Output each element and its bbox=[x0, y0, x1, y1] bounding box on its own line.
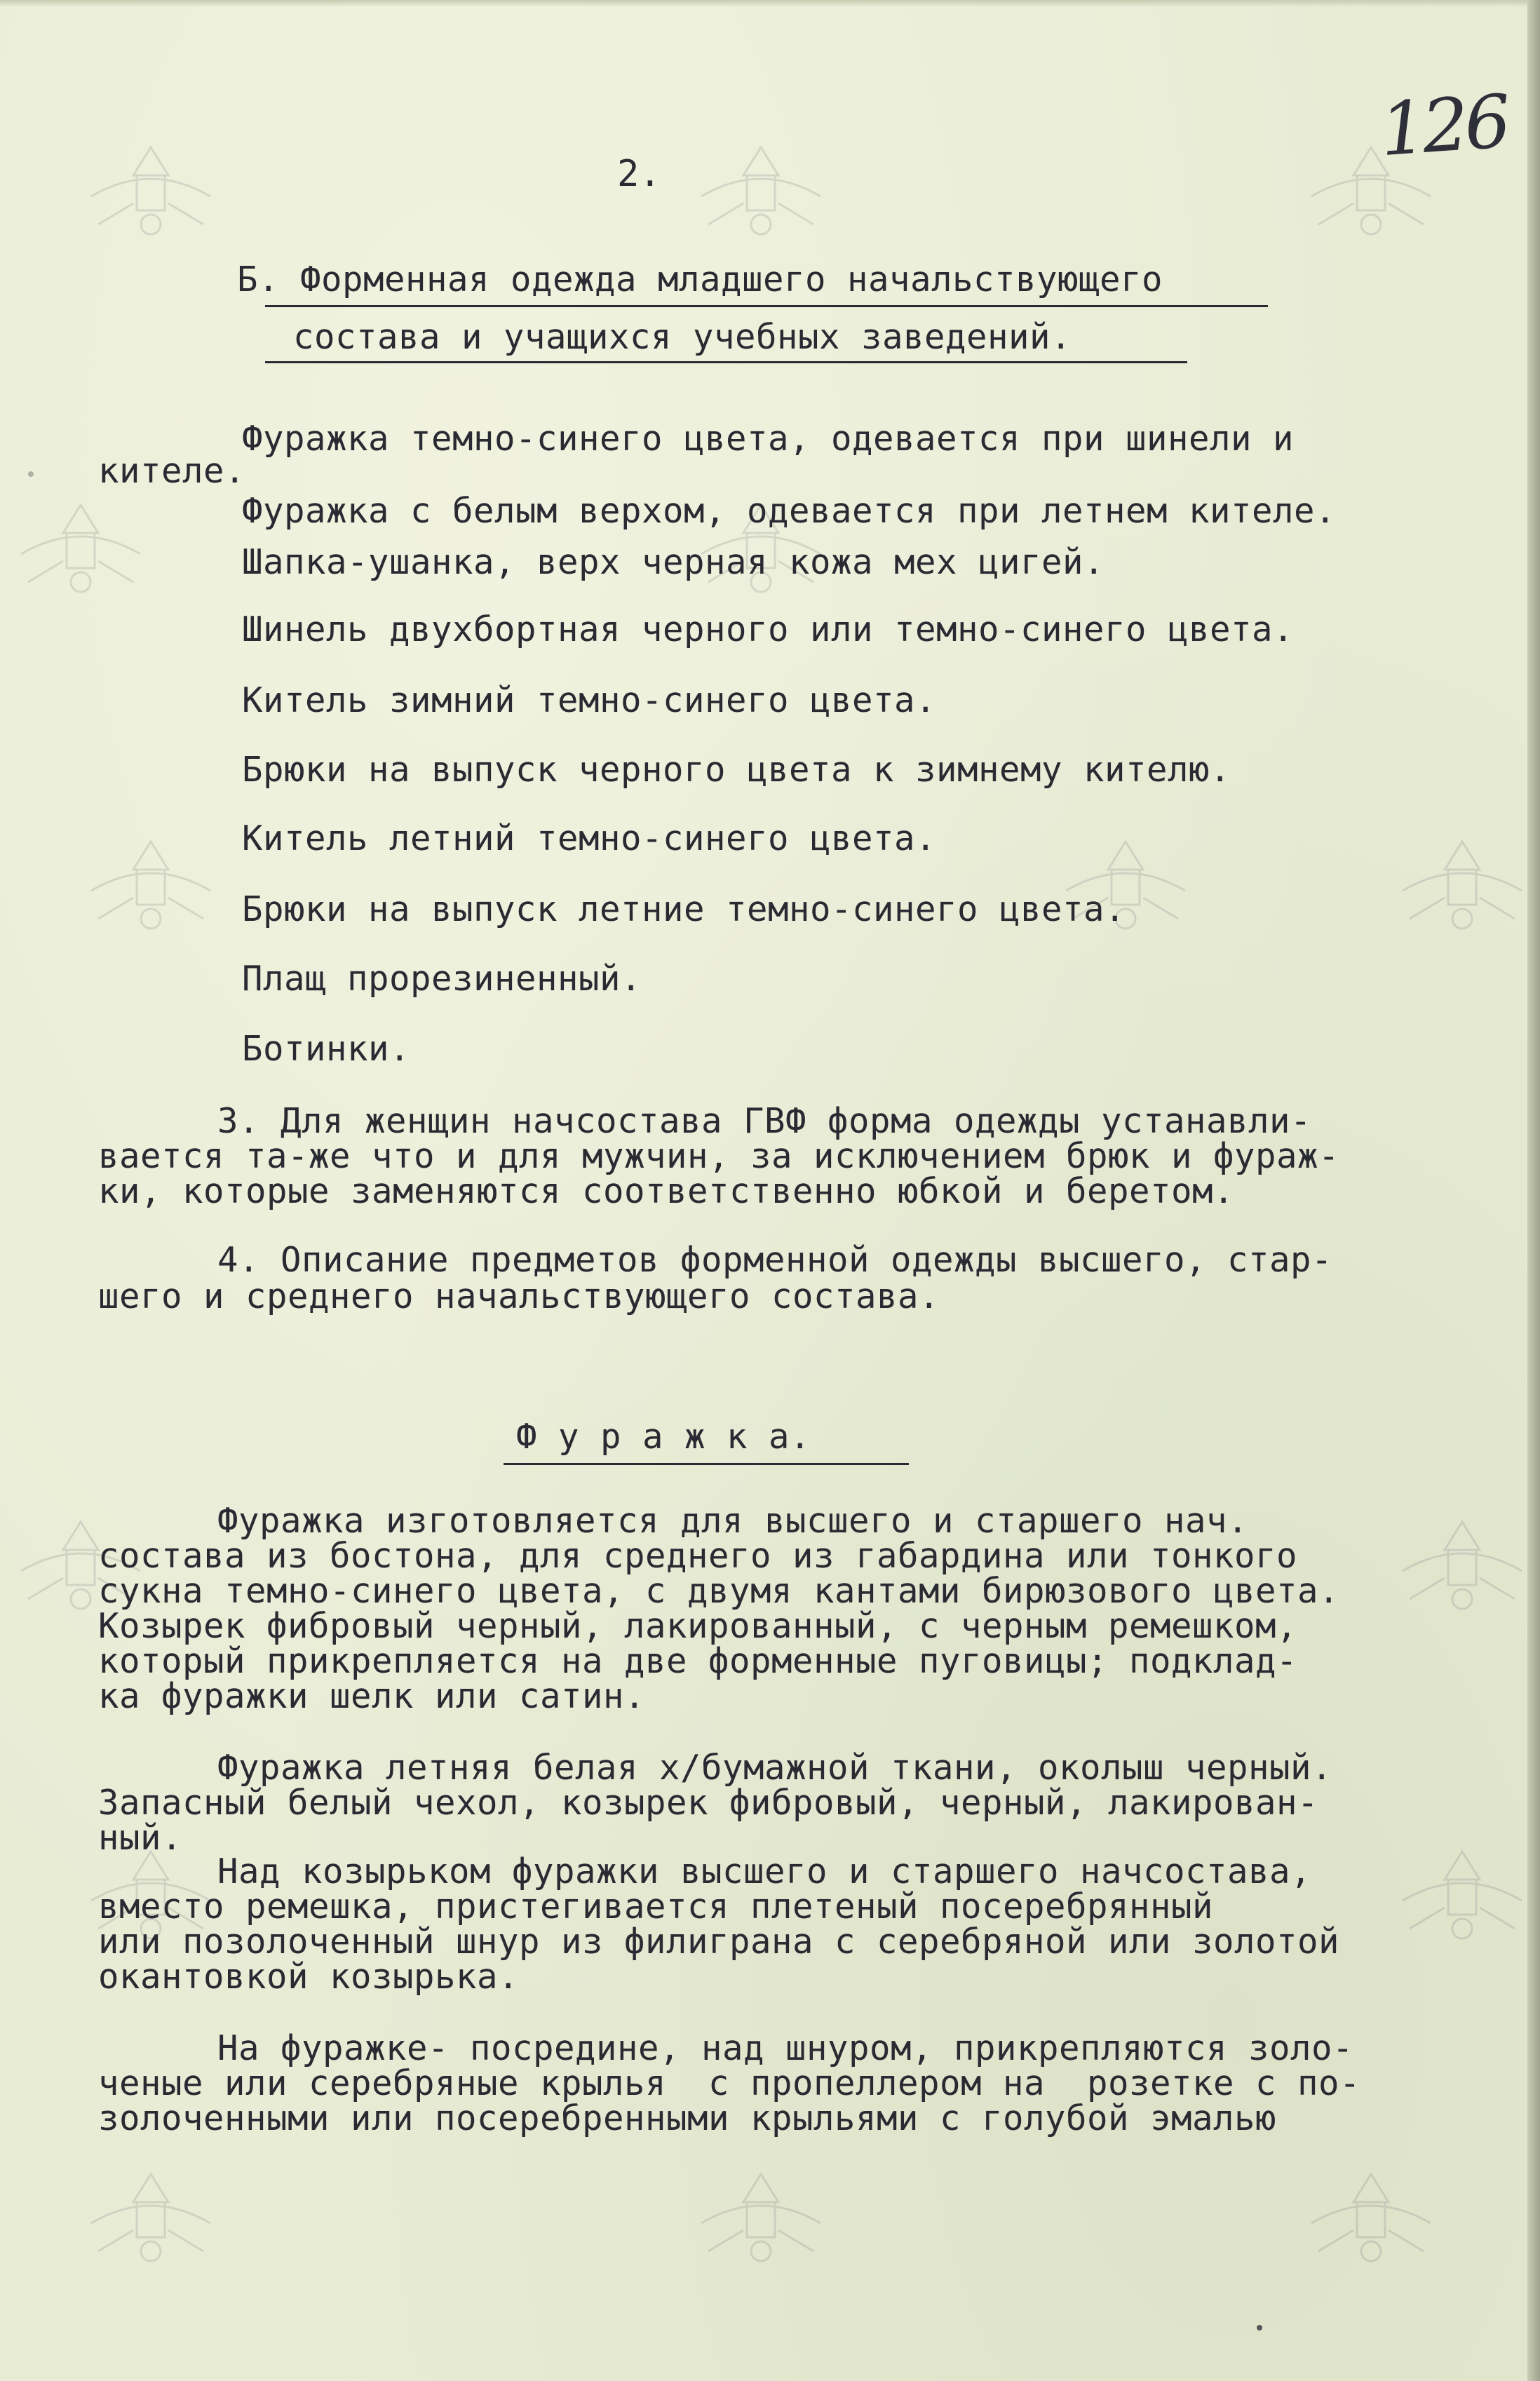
cap-para-4-line: На фуражке- посредине, над шнуром, прикрепляются золо- bbox=[217, 2028, 1354, 2068]
cap-para-2-line: Фуражка летняя белая х/бумажной ткани, околыш черный. bbox=[217, 1748, 1333, 1788]
paper-edge-right bbox=[1527, 0, 1540, 2381]
watermark-emblem-icon bbox=[77, 828, 224, 947]
item-line: Шапка-ушанка, верх черная кожа мех цигей. bbox=[242, 542, 1105, 582]
cap-section-title-underline bbox=[504, 1463, 909, 1465]
item-line: Ботинки. bbox=[242, 1029, 411, 1069]
cap-para-3-line: окантовкой козырька. bbox=[98, 1957, 520, 1997]
paper-speck bbox=[1257, 2325, 1262, 2331]
paragraph-3-line: 3. Для женщин начсостава ГВФ форма одежды устанавли- bbox=[217, 1101, 1312, 1141]
section-b-title-line-1 bbox=[237, 259, 1163, 300]
cap-para-4-line: золоченными или посеребренными крыльями с голубой эмалью bbox=[98, 2098, 1277, 2138]
item-line: Китель летний темно-синего цвета. bbox=[242, 818, 937, 858]
watermark-emblem-icon bbox=[1297, 2160, 1445, 2279]
watermark-emblem-icon bbox=[77, 2160, 224, 2279]
item-line: Шинель двухбортная черного или темно-синего цвета. bbox=[242, 609, 1295, 649]
item-line: Фуражка темно-синего цвета, одевается при шинели и bbox=[242, 419, 1295, 459]
item-line: Плащ прорезиненный. bbox=[242, 959, 642, 999]
watermark-emblem-icon bbox=[7, 491, 154, 610]
paper-speck bbox=[28, 471, 34, 477]
paragraph-4-line: 4. Описание предметов форменной одежды высшего, стар- bbox=[217, 1240, 1333, 1280]
watermark-emblem-icon bbox=[77, 133, 224, 252]
cap-para-1-line: Фуражка изготовляется для высшего и старшего нач. bbox=[217, 1501, 1249, 1541]
cap-para-2-line: Запасный белый чехол, козырек фибровый, черный, лакирован- bbox=[98, 1783, 1319, 1823]
item-line: Брюки на выпуск черного цвета к зимнему кителю. bbox=[242, 750, 1231, 790]
cap-para-4-line: ченые или серебряные крылья с пропеллером на розетке с по- bbox=[98, 2063, 1361, 2103]
watermark-emblem-icon bbox=[1389, 828, 1536, 947]
item-line: кителе. bbox=[98, 451, 246, 491]
cap-para-1-line: состава из бостона, для среднего из габардина или тонкого bbox=[98, 1536, 1298, 1576]
handwritten-folio-number: 126 bbox=[1377, 78, 1510, 173]
cap-section-title: Ф у р а ж к а. bbox=[516, 1417, 811, 1457]
cap-para-3-line: или позолоченный шнур из филиграна с серебряной или золотой bbox=[98, 1922, 1340, 1962]
item-line: Брюки на выпуск летние темно-синего цвета. bbox=[242, 889, 1126, 929]
cap-para-1-line: который прикрепляется на две форменные пуговицы; подклад- bbox=[98, 1641, 1298, 1681]
cap-para-1-line: Козырек фибровый черный, лакированный, с черным ремешком, bbox=[98, 1606, 1298, 1646]
cap-para-1-line: сукна темно-синего цвета, с двумя кантами бирюзового цвета. bbox=[98, 1571, 1340, 1611]
watermark-emblem-icon bbox=[1389, 1508, 1536, 1627]
cap-para-1-line: ка фуражки шелк или сатин. bbox=[98, 1676, 646, 1716]
page-number: 2. bbox=[617, 153, 661, 195]
item-line: Фуражка с белым верхом, одевается при летнем кителе. bbox=[242, 491, 1337, 531]
paper-edge-top bbox=[0, 0, 1540, 7]
section-b-title-line-2 bbox=[293, 317, 1072, 358]
paragraph-3-line: вается та-же что и для мужчин, за исключением брюк и фураж- bbox=[98, 1136, 1340, 1176]
section-b-title-text-1: Б. Форменная одежда младшего начальствующего bbox=[237, 259, 1163, 299]
cap-para-2-line: ный. bbox=[98, 1818, 183, 1858]
cap-para-3-line: вместо ремешка, пристегивается плетеный посеребрянный bbox=[98, 1887, 1214, 1927]
item-line: Китель зимний темно-синего цвета. bbox=[242, 680, 937, 720]
watermark-emblem-icon bbox=[687, 133, 835, 252]
watermark-emblem-icon bbox=[1389, 1837, 1536, 1957]
section-b-title-underline-2 bbox=[265, 361, 1187, 363]
cap-para-3-line: Над козырьком фуражки высшего и старшего начсостава, bbox=[217, 1851, 1312, 1891]
paragraph-3-line: ки, которые заменяются соответственно юбкой и беретом. bbox=[98, 1171, 1235, 1211]
section-b-title-underline-1 bbox=[265, 305, 1268, 307]
section-b-title-text-2: состава и учащихся учебных заведений. bbox=[293, 317, 1072, 357]
paragraph-4-line: шего и среднего начальствующего состава. bbox=[98, 1276, 940, 1316]
watermark-emblem-icon bbox=[687, 2160, 835, 2279]
